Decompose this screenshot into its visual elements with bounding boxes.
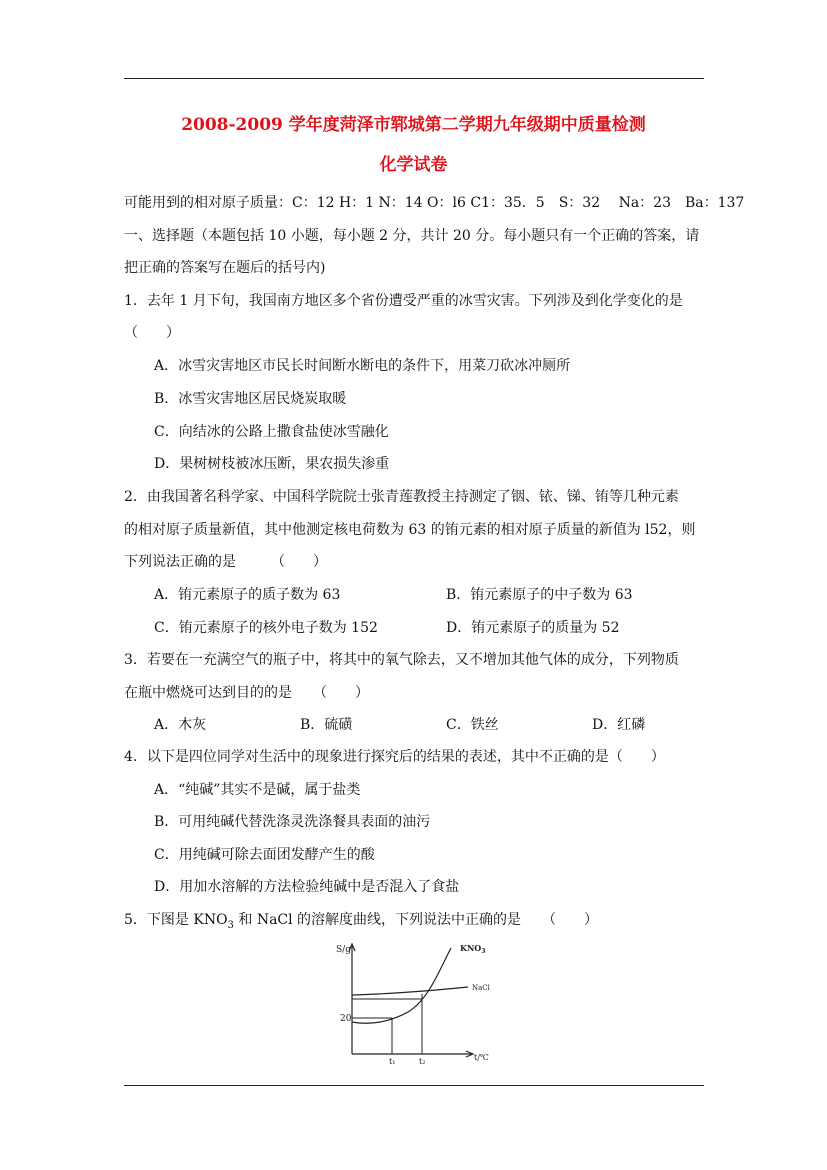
q2-option-d: D．铕元素原子的质量为 52 bbox=[446, 620, 620, 636]
exam-subtitle: 化学试卷 bbox=[379, 155, 448, 175]
q2-option-b: B．铕元素原子的中子数为 63 bbox=[446, 587, 633, 603]
q4-option-a: A．“纯碱”其实不是碱，属于盐类 bbox=[154, 782, 361, 798]
q4-option-b: B．可用纯碱代替洗涤灵洗涤餐具表面的油污 bbox=[154, 814, 431, 830]
section-heading-line-2: 把正确的答案写在题后的括号内) bbox=[124, 260, 326, 276]
q1-stem-line-2: （ ） bbox=[124, 325, 180, 341]
t1-label: t₁ bbox=[389, 1057, 396, 1066]
exam-title: 2008-2009 学年度菏泽市郓城第二学期九年级期中质量检测 bbox=[181, 115, 646, 135]
solubility-curve-figure bbox=[318, 938, 508, 1066]
kno3-label bbox=[460, 943, 485, 955]
q1-option-a: A．冰雪灾害地区市民长时间断水断电的条件下，用菜刀砍冰冲厕所 bbox=[154, 358, 571, 374]
q4-stem: 4．以下是四位同学对生活中的现象进行探究后的结果的表述，其中不正确的是（ ） bbox=[124, 749, 665, 765]
q5-stem bbox=[124, 911, 598, 935]
q5-stem-start: 5．下图是 KNO bbox=[124, 912, 228, 928]
section-heading-line-1: 一、选择题（本题包括 10 小题，每小题 2 分，共计 20 分。每小题只有一个正确的答案，请 bbox=[124, 228, 700, 244]
header-rule bbox=[124, 78, 704, 79]
q3-stem-line-1: 3．若要在一充满空气的瓶子中，将其中的氧气除去，又不增加其他气体的成分，下列物质 bbox=[124, 652, 679, 668]
q3-option-b: B．硫磺 bbox=[300, 717, 353, 733]
kno3-label-sub: 3 bbox=[481, 948, 486, 955]
q4-option-c: C．用纯碱可除去面团发酵产生的酸 bbox=[154, 847, 375, 863]
q5-stem-end: 和 NaCl 的溶解度曲线，下列说法中正确的是 （ ） bbox=[233, 912, 599, 928]
t2-label: t₂ bbox=[419, 1057, 426, 1066]
q2-stem-line-1: 2．由我国著名科学家、中国科学院院士张青莲教授主持测定了铟、铱、锑、铕等几种元素 bbox=[124, 489, 679, 505]
nacl-curve bbox=[352, 987, 468, 995]
q2-option-a: A．铕元素原子的质子数为 63 bbox=[154, 587, 341, 603]
q2-stem-line-2: 的相对原子质量新值，其中他测定核电荷数为 63 的铕元素的相对原子质量的新值为 l52，则 bbox=[124, 522, 696, 538]
q2-stem-line-3: 下列说法正确的是 （ ） bbox=[124, 554, 327, 570]
q3-stem-line-2: 在瓶中燃烧可达到目的的是 （ ） bbox=[124, 685, 369, 701]
nacl-label: NaCl bbox=[472, 984, 490, 992]
q2-option-c: C．铕元素原子的核外电子数为 152 bbox=[154, 620, 378, 636]
q1-option-b: B．冰雪灾害地区居民烧炭取暖 bbox=[154, 391, 347, 407]
atomic-masses: 可能用到的相对原子质量：C：12 H：1 N：14 O：l6 C1：35．5 S：32 Na：23 Ba：137 bbox=[124, 195, 745, 211]
q1-stem-line-1: 1．去年 1 月下旬，我国南方地区多个省份遭受严重的冰雪灾害。下列涉及到化学变化的是 bbox=[124, 293, 683, 309]
q3-option-a: A．木灰 bbox=[154, 717, 207, 733]
q3-option-d: D．红磷 bbox=[592, 717, 646, 733]
kno3-label-main: KNO bbox=[460, 943, 482, 953]
q4-option-d: D．用加水溶解的方法检验纯碱中是否混入了食盐 bbox=[154, 879, 460, 895]
kno3-curve bbox=[352, 948, 451, 1023]
q1-option-d: D．果树树枝被冰压断，果农损失渗重 bbox=[154, 456, 390, 472]
q1-option-c: C．向结冰的公路上撒食盐使冰雪融化 bbox=[154, 424, 389, 440]
footer-rule bbox=[124, 1085, 704, 1086]
q3-option-c: C．铁丝 bbox=[446, 717, 499, 733]
y-tick-20: 20 bbox=[340, 1014, 352, 1024]
y-axis-label: S/g bbox=[336, 945, 351, 955]
q5-stem-subscript: 3 bbox=[227, 919, 234, 931]
x-axis-label: t/℃ bbox=[474, 1053, 489, 1062]
